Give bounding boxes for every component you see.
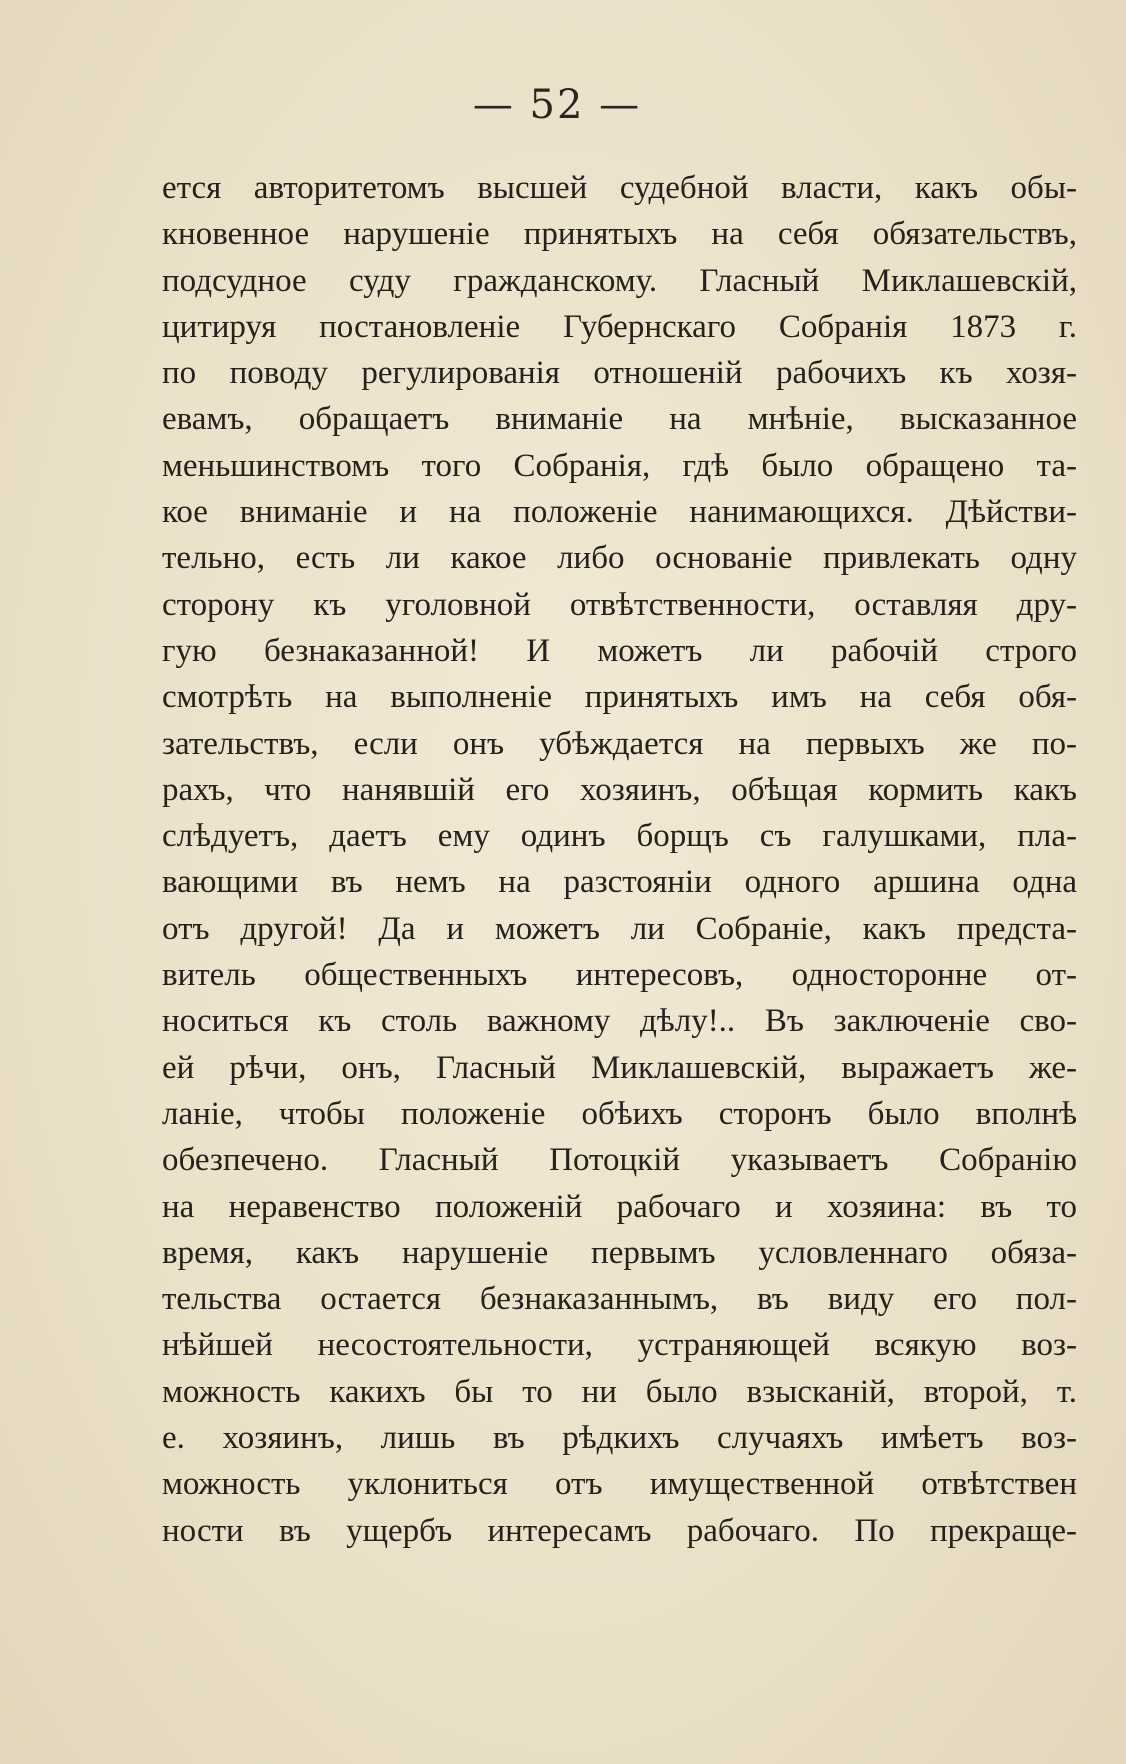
text-line: можность уклониться отъ имущественной отвѣтствен — [162, 1466, 1077, 1503]
page-number: — 52 — — [472, 82, 642, 128]
text-line: тельно, есть ли какое либо основаніе привлекать одну — [162, 540, 1077, 577]
text-line: сторону къ уголовной отвѣтственности, оставляя дру- — [162, 586, 1077, 623]
text-line: ей рѣчи, онъ, Гласный Миклашевскій, выражаетъ же- — [162, 1049, 1077, 1086]
text-line: время, какъ нарушеніе первымъ условленнаго обяза- — [162, 1234, 1077, 1271]
text-line: отъ другой! Да и можетъ ли Собраніе, какъ предста- — [162, 910, 1077, 947]
text-line: смотрѣть на выполненіе принятыхъ имъ на себя обя- — [162, 679, 1077, 716]
text-line: подсудное суду гражданскому. Гласный Миклашевскій, — [162, 262, 1077, 299]
text-line: гую безнаказанной! И можетъ ли рабочій строго — [162, 632, 1077, 669]
text-line: ется авторитетомъ высшей судебной власти, какъ обы- — [162, 170, 1077, 206]
text-line: цитируя постановленіе Губернскаго Собранія 1873 г. — [162, 308, 1077, 345]
text-line: на неравенство положеній рабочаго и хозяина: въ то — [162, 1188, 1077, 1225]
text-line: рахъ, что нанявшій его хозяинъ, обѣщая кормить какъ — [162, 771, 1077, 808]
text-line: витель общественныхъ интересовъ, односторонне от- — [162, 957, 1077, 994]
text-line: меньшинствомъ того Собранія, гдѣ было обращено та- — [162, 447, 1077, 484]
text-line: носиться къ столь важному дѣлу!.. Въ заключеніе сво- — [162, 1003, 1077, 1040]
text-line: ланіе, чтобы положеніе обѣихъ сторонъ было вполнѣ — [162, 1095, 1077, 1132]
text-line: тельства остается безнаказаннымъ, въ виду его пол- — [162, 1281, 1077, 1318]
text-line: вающими въ немъ на разстояніи одного аршина одна — [162, 864, 1077, 901]
text-line: е. хозяинъ, лишь въ рѣдкихъ случаяхъ имѣетъ воз- — [162, 1420, 1077, 1457]
text-line: по поводу регулированія отношеній рабочихъ къ хозя- — [162, 355, 1077, 392]
text-line: кновенное нарушеніе принятыхъ на себя обязательствъ, — [162, 216, 1077, 253]
text-line: можность какихъ бы то ни было взысканій, второй, т. — [162, 1373, 1077, 1410]
page-body-text — [162, 165, 1077, 1554]
text-line: слѣдуетъ, даетъ ему одинъ борщъ съ галушками, пла- — [162, 818, 1077, 855]
text-line: ности въ ущербъ интересамъ рабочаго. По прекраще- — [162, 1512, 1077, 1549]
text-line: обезпечено. Гласный Потоцкій указываетъ Собранію — [162, 1142, 1077, 1179]
text-line: нѣйшей несостоятельности, устраняющей всякую воз- — [162, 1327, 1077, 1364]
text-line: евамъ, обращаетъ вниманіе на мнѣніе, высказанное — [162, 401, 1077, 438]
text-line: кое вниманіе и на положеніе нанимающихся. Дѣйстви- — [162, 494, 1077, 531]
text-line: зательствъ, если онъ убѣждается на первыхъ же по- — [162, 725, 1077, 762]
